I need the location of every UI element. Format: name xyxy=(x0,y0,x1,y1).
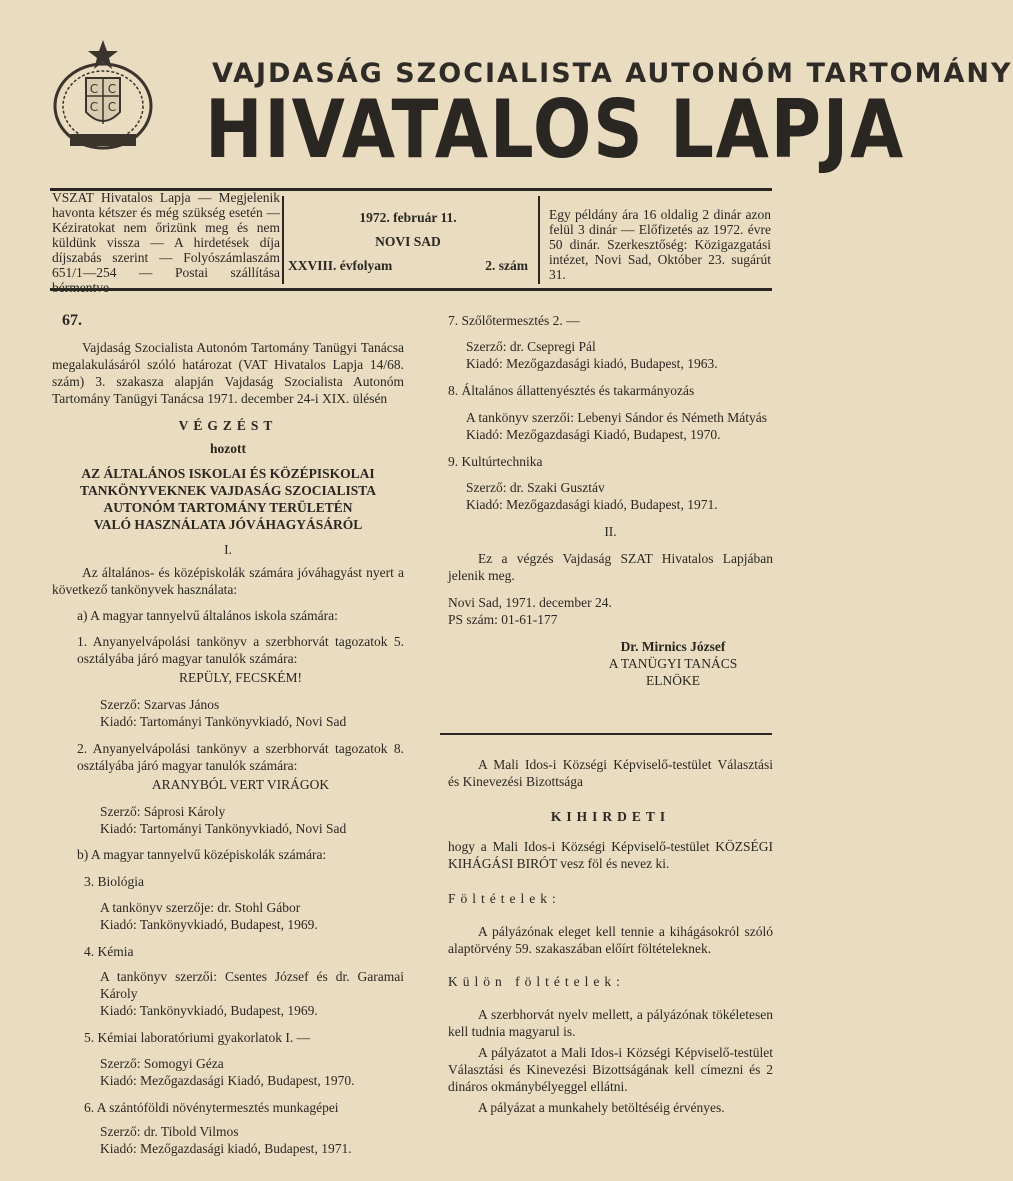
announcement-text: hogy a Mali Idos-i Községi Képviselő-testület KÖZSÉGI KIHÁGÁSI BIRÓT vesz föl és nevez ki. xyxy=(448,839,773,871)
signer-role: A TANÜGYI TANÁCS xyxy=(608,656,738,671)
book-author: Szerző: Sáprosi Károly xyxy=(100,804,226,819)
book-author: Szerző: dr. Tibold Vilmos xyxy=(100,1124,239,1139)
publication-note: Ez a végzés Vajdaság SZAT Hivatalos Lapjában jelenik meg. xyxy=(448,551,773,583)
place-date: Novi Sad, 1971. december 24. xyxy=(448,595,612,610)
decree-title xyxy=(52,465,404,533)
masthead-title: HIVATALOS LAPJA xyxy=(205,83,906,176)
decree-title-line: TANKÖNYVEKNEK VAJDASÁG SZOCIALISTA xyxy=(79,483,377,498)
special-conditions-heading: Külön föltételek: xyxy=(448,974,625,989)
book-author: Szerző: dr. Csepregi Pál xyxy=(466,339,596,354)
issue-volume: XXVIII. évfolyam xyxy=(288,258,393,273)
book-publisher: Kiadó: Tartományi Tankönyvkiadó, Novi Sad xyxy=(100,821,347,836)
list-item: 9. Kultúrtechnika xyxy=(448,454,543,469)
issue-volume-row xyxy=(288,254,528,278)
conditions-heading: Föltételek: xyxy=(448,891,561,906)
section-separator xyxy=(440,733,772,735)
list-item: 7. Szőlőtermesztés 2. — xyxy=(448,313,580,328)
special-conditions-text: A pályázat a munkahely betöltéséig érvényes. xyxy=(478,1100,725,1115)
svg-text:C: C xyxy=(89,82,99,96)
book-publisher: Kiadó: Mezőgazdasági kiadó, Budapest, 1963. xyxy=(466,356,718,371)
announcement-heading: KIHIRDETI xyxy=(550,809,671,824)
issue-info xyxy=(288,206,528,278)
announcement xyxy=(448,756,773,1116)
book-author: Szerző: dr. Szaki Gusztáv xyxy=(466,480,605,495)
list-item: 1. Anyanyelvápolási tankönyv a szerbhorvát tagozatok 5. osztályába járó magyar tanulók számára: xyxy=(77,634,404,666)
preamble: Vajdaság Szocialista Autonóm Tartomány Tanügyi Tanácsa megalakulásáról szóló határozat (VAT Hivatalos Lapja 14/68. szám) 3. szakasza alapján Vajdaság Szocialista Autonóm Tartomány Tanügyi Tanácsa 1971. december 24-i XIX. ülésén xyxy=(52,340,404,406)
publication-info: VSZAT Hivatalos Lapja — Megjelenik havonta kétszer és még szükség esetén — Kéziratokat nem őrizünk meg és nem küldünk vissza — A hirdetések díja díjszabás szerint — Folyószámlaszám 651/1—254 — Postai szállítása bérmentve xyxy=(52,190,280,295)
list-item: 6. A szántóföldi növénytermesztés munkagépei xyxy=(84,1100,339,1115)
book-title: REPÜLY, FECSKÉM! xyxy=(179,670,302,685)
signer-role: ELNÖKE xyxy=(646,673,700,688)
book-publisher: Kiadó: Mezőgazdasági kiadó, Budapest, 1971. xyxy=(100,1141,352,1156)
book-author: A tankönyv szerzői: Csentes József és dr. Garamai Károly xyxy=(100,969,404,1001)
issue-city: NOVI SAD xyxy=(375,234,441,249)
list-a-heading: a) A magyar tannyelvű általános iskola számára: xyxy=(77,608,338,623)
section-one: I. xyxy=(224,542,232,557)
masthead-supertitle: VAJDASÁG SZOCIALISTA AUTONÓM TARTOMÁNY xyxy=(212,58,1013,89)
price-info: Egy példány ára 16 oldalig 2 dinár azon felül 3 dinár — Előfizetés az 1972. évre 50 dinár. Szerkesztőség: Közigazgatási intézet, Novi Sad, Október 23. sugárút 31. xyxy=(549,207,771,282)
book-publisher: Kiadó: Tankönyvkiadó, Budapest, 1969. xyxy=(100,917,318,932)
book-author: A tankönyv szerzője: dr. Stohl Gábor xyxy=(100,900,301,915)
issue-date: 1972. február 11. xyxy=(359,210,457,225)
intro-text: Az általános- és középiskolák számára jóváhagyást nyert a következő tankönyvek használata: xyxy=(52,565,404,597)
book-publisher: Kiadó: Tartományi Tankönyvkiadó, Novi Sad xyxy=(100,714,347,729)
book-publisher: Kiadó: Mezőgazdasági kiadó, Budapest, 1971. xyxy=(466,497,718,512)
article-number: 67. xyxy=(62,312,82,329)
book-author: A tankönyv szerzői: Lebenyi Sándor és Németh Mátyás xyxy=(466,410,768,425)
conditions-text: A pályázónak eleget kell tennie a kihágásokról szóló alaptörvény 59. szakaszában előírt föltételeknek. xyxy=(448,924,773,956)
list-item: 8. Általános állattenyésztés és takarmányozás xyxy=(448,383,695,398)
issue-number: 2. szám xyxy=(485,258,528,273)
book-publisher: Kiadó: Mezőgazdasági Kiadó, Budapest, 1970. xyxy=(100,1073,355,1088)
info-divider-right xyxy=(538,196,540,284)
ps-number: PS szám: 01-61-177 xyxy=(448,612,558,627)
section-two: II. xyxy=(604,524,617,539)
list-item: 4. Kémia xyxy=(84,944,134,959)
decree-heading: VÉGZÉST xyxy=(178,418,278,433)
decree-title-line: AZ ÁLTALÁNOS ISKOLAI ÉS KÖZÉPISKOLAI xyxy=(81,466,375,481)
book-author: Szerző: Somogyi Géza xyxy=(100,1056,224,1071)
svg-text:C: C xyxy=(107,100,117,114)
special-conditions-text: A szerbhorvát nyelv mellett, a pályázónak tökéletesen kell tudnia magyarul is. xyxy=(448,1007,773,1039)
svg-text:C: C xyxy=(89,100,99,114)
decree-title-line: VALÓ HASZNÁLATA JÓVÁHAGYÁSÁRÓL xyxy=(93,517,363,532)
info-divider-left xyxy=(282,196,284,284)
book-publisher: Kiadó: Mezőgazdasági Kiadó, Budapest, 1970. xyxy=(466,427,721,442)
book-publisher: Kiadó: Tankönyvkiadó, Budapest, 1969. xyxy=(100,1003,318,1018)
book-title: ARANYBÓL VERT VIRÁGOK xyxy=(151,777,330,792)
decree-hozott: hozott xyxy=(210,441,246,456)
coat-of-arms-icon xyxy=(48,38,158,156)
svg-text:C: C xyxy=(107,82,117,96)
right-column xyxy=(448,312,773,689)
list-item: 2. Anyanyelvápolási tankönyv a szerbhorvát tagozatok 8. osztályába járó magyar tanulók számára: xyxy=(77,741,404,773)
announcement-intro: A Mali Idos-i Községi Képviselő-testület Választási és Kinevezési Bizottsága xyxy=(448,757,773,789)
signature-block xyxy=(608,638,738,689)
signer-name: Dr. Mirnics József xyxy=(620,639,726,654)
special-conditions-text: A pályázatot a Mali Idos-i Községi Képviselő-testület Választási és Kinevezési Bizottságának kell címezni és 2 dináros okmánybélyeggel ellátni. xyxy=(448,1045,773,1094)
left-column xyxy=(52,312,404,1157)
list-item: 5. Kémiai laboratóriumi gyakorlatok I. — xyxy=(84,1030,311,1045)
book-author: Szerző: Szarvas János xyxy=(100,697,220,712)
list-item: 3. Biológia xyxy=(84,874,144,889)
decree-title-line: AUTONÓM TARTOMÁNY TERÜLETÉN xyxy=(103,500,353,515)
list-b-heading: b) A magyar tannyelvű középiskolák számára: xyxy=(77,847,327,862)
